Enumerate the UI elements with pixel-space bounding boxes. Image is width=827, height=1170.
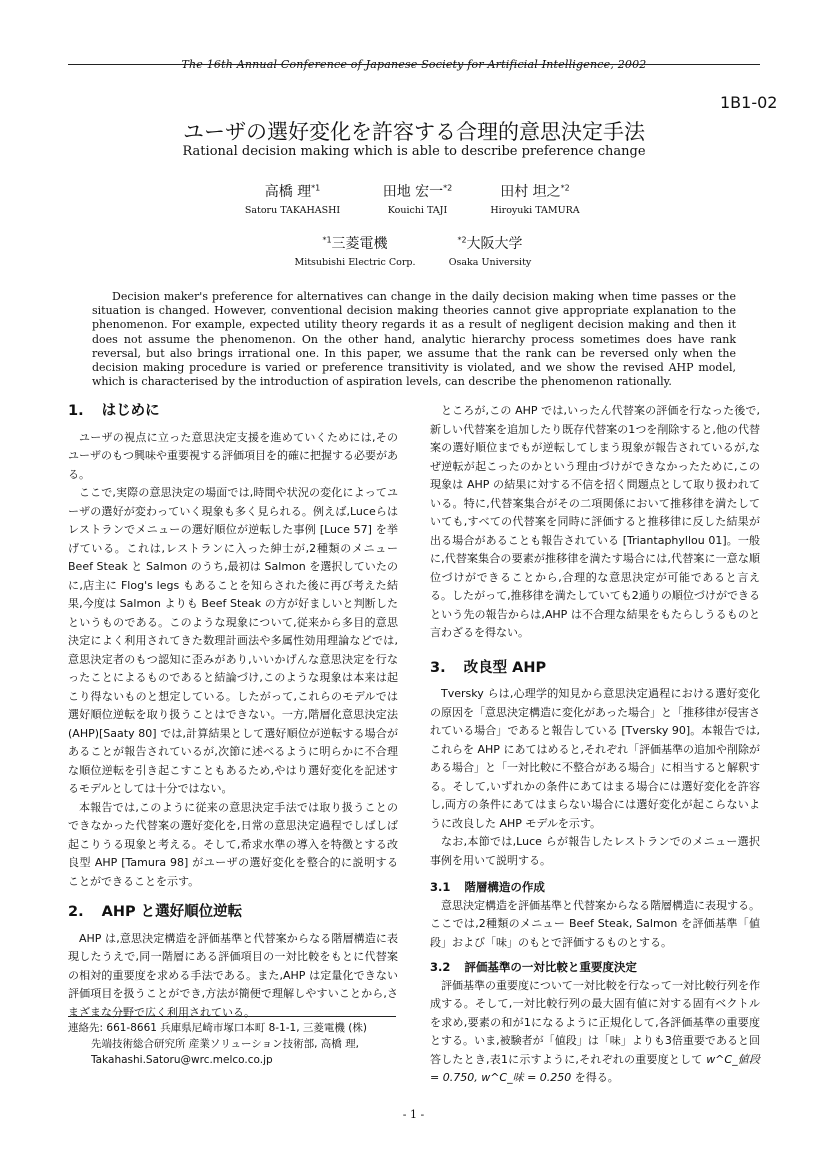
subsection-title: 階層構造の作成 <box>464 880 545 894</box>
footnote-department: 先端技術総合研究所 産業ソリューション技術部, 高橋 理, <box>91 1038 359 1050</box>
author-takahashi <box>225 181 360 216</box>
paragraph: AHP は,意思決定構造を評価基準と代替案からなる階層構造に表現したうえで,同一階層にある評価項目の一対比較をもとに代替案の相対的重要度を求める手法である。また,AHP は定量化できない評価項目を扱うことができ,方法が簡便で理解しやすいことから,さまざまな分野で広く利用されている。 <box>68 931 398 1019</box>
author-affil-mark: *2 <box>443 183 453 193</box>
affiliation-osaka <box>430 233 550 268</box>
section-2-heading <box>68 903 398 922</box>
footnote <box>68 1020 398 1068</box>
subsection-3-1-heading <box>430 878 760 897</box>
affil-name-en: Mitsubishi Electric Corp. <box>294 257 416 268</box>
conference-header: The 16th Annual Conference of Japanese Society for Artificial Intelligence, 2002 <box>181 58 647 71</box>
affil-name-en: Osaka University <box>448 257 532 268</box>
title-japanese: ユーザの選好変化を許容する合理的意思決定手法 <box>183 120 645 144</box>
left-column <box>68 402 398 1022</box>
section-number: 2. <box>68 904 84 920</box>
paragraph-suffix: を得る。 <box>574 1071 619 1084</box>
paragraph: ところが,この AHP では,いったん代替案の評価を行なった後で,新しい代替案を追加したり既存代替案の1つを削除すると,他の代替案の選好順位までもが逆転してしまう現象が報告されているが,なぜ逆転が起こったのかという理由づけができなかったために,この現象は AHP の結果に対する不信を招く問題点として取り扱われている。特に,代替案集合がその二項関係において推移律を満たしていても,すべての代替案を同時に評価すると推移律に反した結果が出る場合があることも報告されている [Triantaphyllou 01]。一般に,代替案集合の要素が推移律を満たす場合には,代替案に一意な順位づけができることから,合理的な意思決定が可能であると言える。したがって,推移律を満たしていても2通りの順位づけができるという先の報告からは,AHP は不合理な結果をもたらしうるものと言わざるを得ない。 <box>430 404 760 639</box>
affil-name-ja: 大阪大学 <box>466 236 523 252</box>
abstract: Decision maker's preference for alternatives can change in the daily decision making when time passes or the situation is changed. However, conventional decision making theories cannot give appropriate explanation to the phenomenon. For example, expected utility theory regards it as a result of negligent decision making and then it does not assume the phenomenon. On the other hand, analytic hierarchy process sometimes does have rank reversal, but also brings irrational one. In this paper, we assume that the rank can be reversed only when the decision making procedure is varied or preference transitivity is violated, and we show the revised AHP model, which is characterised by the introduction of aspiration levels, can describe the phenomenon rationally. <box>92 290 736 389</box>
paragraph <box>430 977 760 1088</box>
header-rule <box>68 64 760 65</box>
footnote-address: 661-8661 兵庫県尼崎市塚口本町 8-1-1, 三菱電機 (株) <box>106 1022 367 1034</box>
right-column <box>430 402 760 1088</box>
section-number: 1. <box>68 403 84 419</box>
author-taji <box>360 181 475 216</box>
section-title: はじめに <box>101 403 160 419</box>
author-name-en: Satoru TAKAHASHI <box>244 205 341 216</box>
section-number: 3. <box>430 659 446 676</box>
affil-mark: *1 <box>322 235 332 245</box>
title-english: Rational decision making which is able to describe preference change <box>182 144 646 159</box>
affil-mark: *2 <box>457 235 467 245</box>
subsection-number: 3.2 <box>430 960 451 974</box>
footnote-email: Takahashi.Satoru@wrc.melco.co.jp <box>91 1054 273 1066</box>
author-name-en: Hiroyuki TAMURA <box>490 205 580 216</box>
paragraph: ユーザの視点に立った意思決定支援を進めていくためには,そのユーザのもつ興味や重要視する評価項目を的確に把握する必要がある。 <box>68 430 398 481</box>
footnote-label: 連絡先: <box>68 1022 104 1034</box>
author-name-ja: 田地 宏一 <box>382 184 444 200</box>
affil-name-ja: 三菱電機 <box>331 236 388 252</box>
paragraph: 意思決定構造を評価基準と代替案からなる階層構造に表現する。ここでは,2種類のメニュー Beef Steak, Salmon を評価基準「値段」および「味」のもとで評価するものとする。 <box>430 898 760 949</box>
author-tamura <box>475 181 595 216</box>
footnote-rule <box>68 1016 396 1017</box>
page-number: - 1 - <box>402 1108 425 1121</box>
paragraph: ここで,実際の意思決定の場面では,時間や状況の変化によってユーザの選好が変わっていく現象も多く見られる。例えば,Luceらはレストランでメニューの選好順位が逆転した事例 [Luce 57] を挙げている。これは,レストランに入った紳士が,2種類のメニュー Beef Steak と Salmon のうち,最初は Salmon を選択していたのに,店主に Flog's legs もあることを知らされた後に再び考えた結果,今度は Salmon よりも Beef Steak の方が好ましいと判断したというものである。このような現象について,従来から多目的意思決定によく利用されてきた数理計画法や多属性効用理論などでは,意思決定者のもつ認知に歪みがあり,いいかげんな意思決定を行なったことによるものであると結論づけ,このような現象は本来は起こり得ないものと想定している。したがって,これらのモデルでは選好順位逆転を取り扱うことはできない。一方,階層化意思決定法 (AHP)[Saaty 80] では,計算結果として選好順位が逆転する場合があることが報告されているが,次節に述べるように明らかに不合理な順位逆転を引き起こすこともあるため,やはり選好変化を記述するモデルとしては十分ではない。 <box>68 486 398 795</box>
paragraph: 本報告では,このように従来の意思決定手法では取り扱うことのできなかった代替案の選好変化を,日常の意思決定過程でしばしば起こりうる現象と考える。そして,希求水準の導入を特徴とする改良型 AHP [Tamura 98] がユーザの選好変化を整合的に説明することができることを示す。 <box>68 800 398 888</box>
author-affil-mark: *2 <box>560 183 570 193</box>
subsection-number: 3.1 <box>430 880 451 894</box>
section-1-heading <box>68 402 398 421</box>
subsection-3-2-heading <box>430 958 760 977</box>
paragraph-text: 評価基準の重要度について一対比較を行なって一対比較行列を作成する。そして,一対比較行列の最大固有値に対する固有ベクトルを求め,要素の和が1になるように正規化して,各評価基準の重要度とする。いま,被験者が「値段」は「味」よりも3倍重要であると回答したとき,表1に示すように,それぞれの重要度として <box>430 978 760 1066</box>
author-name-ja: 高橋 理 <box>264 184 312 200</box>
author-name-en: Kouichi TAJI <box>387 205 448 216</box>
section-title: 改良型 AHP <box>463 659 547 676</box>
affiliation-mitsubishi <box>280 233 430 268</box>
subsection-title: 評価基準の一対比較と重要度決定 <box>464 960 637 974</box>
author-name-ja: 田村 坦之 <box>500 184 561 200</box>
paper-id: 1B1-02 <box>720 93 778 112</box>
paragraph: Tversky らは,心理学的知見から意思決定過程における選好変化の原因を「意思決定構造に変化があった場合」と「推移律が侵害されている場合」であると報告している [Tversky 90]。本報告では,これらを AHP にあてはめると,それぞれ「評価基準の追加や削除がある場合」と「一対比較に不整合がある場合」に相当すると解釈する。そして,いずれかの条件にあてはまる場合には選好変化を許容し,両方の条件にあてはまらない場合には選好変化が起こらないように改良した AHP モデルを示す。 <box>430 687 760 830</box>
section-3-heading <box>430 659 760 678</box>
paragraph: なお,本節では,Luce らが報告したレストランでのメニュー選択事例を用いて説明する。 <box>430 835 760 867</box>
section-title: AHP と選好順位逆転 <box>101 904 243 920</box>
author-affil-mark: *1 <box>311 183 321 193</box>
weights-formula: w^C_値段 = 0.750, w^C_味 = 0.250 <box>430 1052 761 1084</box>
